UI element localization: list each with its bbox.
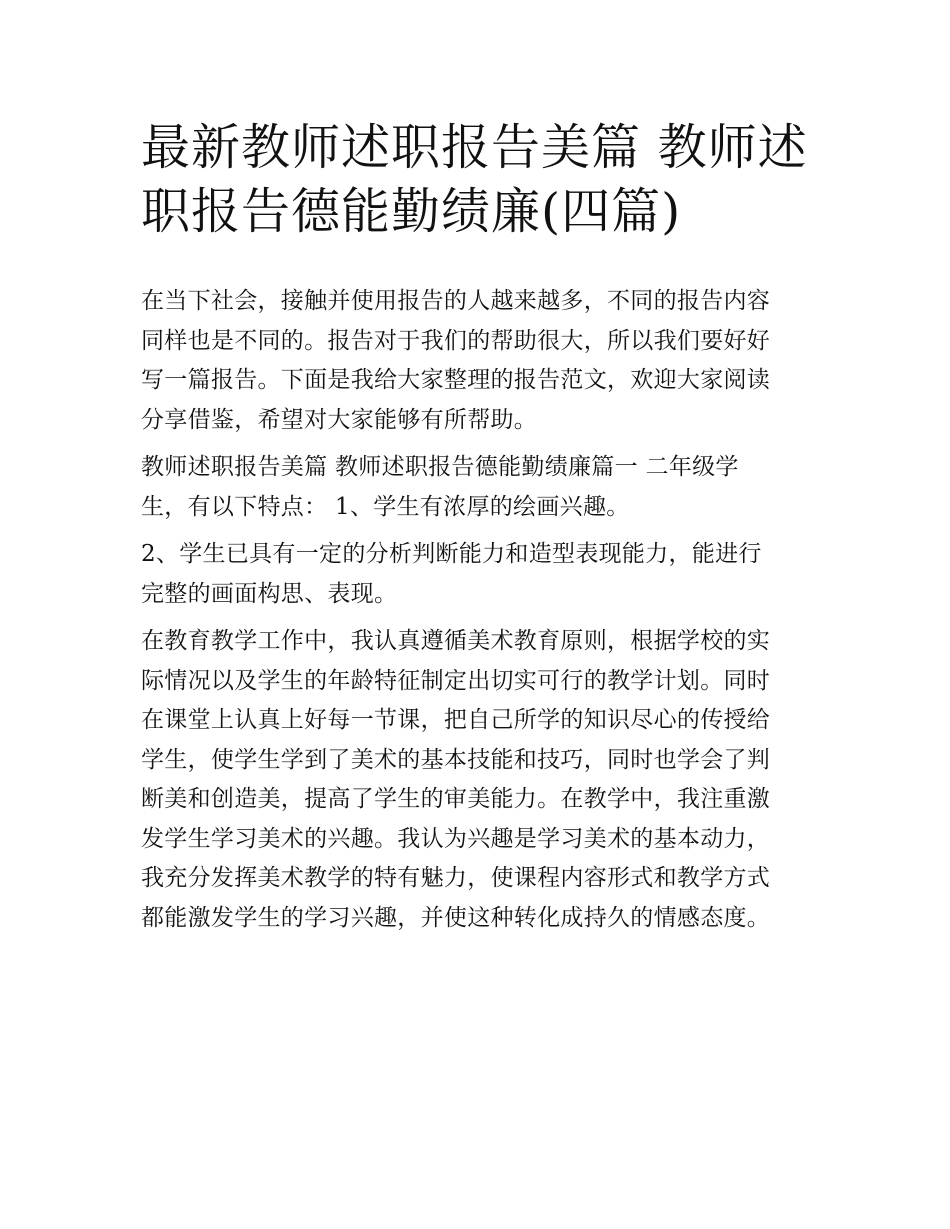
teaching-work-paragraph <box>141 622 821 938</box>
text-line: 写一篇报告。下面是我给大家整理的报告范文，欢迎大家阅读 <box>141 367 771 393</box>
text-line: 2、学生已具有一定的分析判断能力和造型表现能力，能进行 <box>141 541 762 567</box>
text-line: 完整的画面构思、表现。 <box>141 580 398 607</box>
document-title <box>141 116 821 244</box>
section-heading-paragraph <box>141 448 821 527</box>
intro-paragraph <box>141 282 821 440</box>
student-traits-paragraph <box>141 535 821 614</box>
text-line: 在教育教学工作中，我认真遵循美术教育原则，根据学校的实 <box>141 628 771 654</box>
text-line: 际情况以及学生的年龄特征制定出切实可行的教学计划。同时 <box>141 667 771 694</box>
text-line: 在课堂上认真上好每一节课，把自己所学的知识尽心的传授给 <box>141 707 771 733</box>
text-line: 断美和创造美，提高了学生的审美能力。在教学中，我注重激 <box>141 786 771 812</box>
text-line: 我充分发挥美术教学的特有魅力，使课程内容形式和教学方式 <box>141 865 771 891</box>
title-line: 职报告德能勤绩廉(四篇) <box>141 183 682 240</box>
text-line: 生，有以下特点： 1、学生有浓厚的绘画兴趣。 <box>141 493 630 520</box>
text-line: 在当下社会，接触并使用报告的人越来越多，不同的报告内容 <box>141 288 771 314</box>
text-line: 学生，使学生学到了美术的基本技能和技巧，同时也学会了判 <box>141 746 771 773</box>
title-line: 最新教师述职报告美篇 教师述 <box>141 119 808 176</box>
text-line: 发学生学习美术的兴趣。我认为兴趣是学习美术的基本动力， <box>141 825 771 852</box>
text-line: 分享借鉴，希望对大家能够有所帮助。 <box>141 406 538 433</box>
text-line: 教师述职报告美篇 教师述职报告德能勤绩廉篇一 二年级学 <box>141 454 739 480</box>
text-line: 都能激发学生的学习兴趣，并使这种转化成持久的情感态度。 <box>141 904 771 931</box>
document-body <box>141 282 821 944</box>
text-line: 同样也是不同的。报告对于我们的帮助很大，所以我们要好好 <box>141 327 771 354</box>
